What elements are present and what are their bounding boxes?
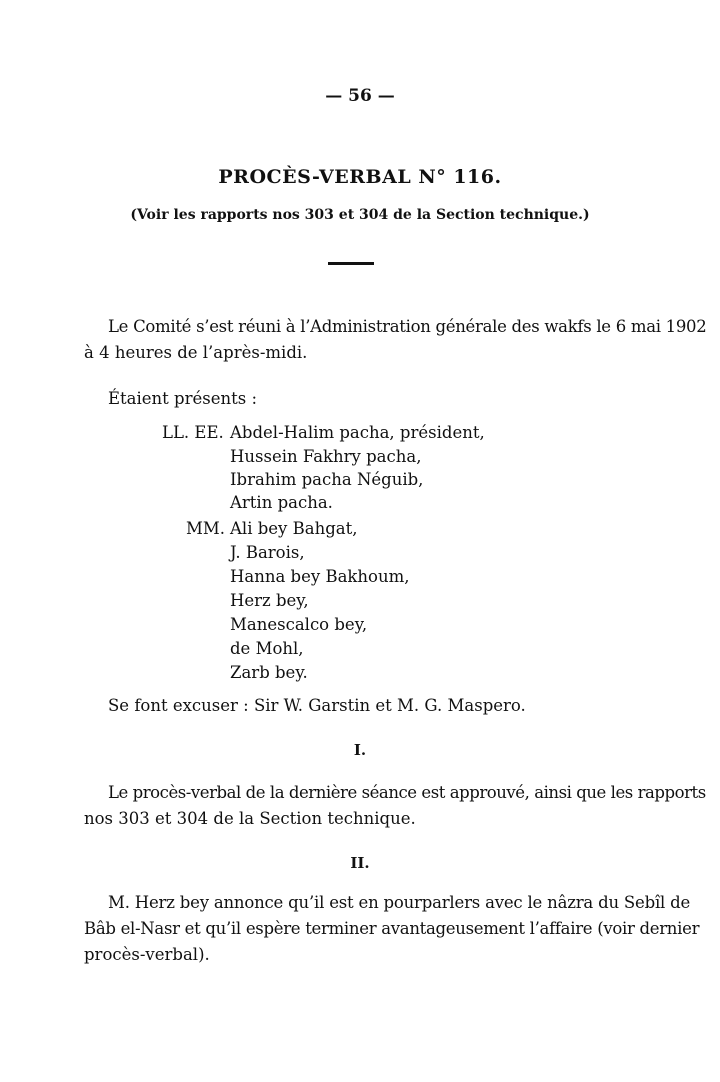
group-label-mm: MM. bbox=[186, 519, 226, 538]
page-title: PROCÈS-VERBAL N° 116. bbox=[218, 166, 502, 188]
divider-rule bbox=[328, 262, 374, 265]
member-name: Hussein Fakhry pacha, bbox=[230, 447, 422, 466]
group-label-ll-ee: LL. EE. bbox=[162, 423, 224, 442]
present-heading: Étaient présents : bbox=[108, 389, 258, 408]
section-paragraph bbox=[84, 890, 700, 968]
member-name: Artin pacha. bbox=[230, 493, 333, 512]
member-name: Ali bey Bahgat, bbox=[230, 519, 358, 538]
member-name: Herz bey, bbox=[230, 591, 309, 610]
subtitle: (Voir les rapports nos 303 et 304 de la Section technique.) bbox=[130, 207, 590, 223]
section-line: procès-verbal). bbox=[84, 945, 210, 964]
section-numeral: II. bbox=[350, 854, 370, 872]
section-line: Bâb el-Nasr et qu’il espère terminer avantageusement l’affaire (voir dernier bbox=[84, 919, 700, 938]
member-name: Zarb bey. bbox=[230, 663, 308, 682]
intro-line: à 4 heures de l’après-midi. bbox=[84, 343, 308, 362]
member-name: Manescalco bey, bbox=[230, 615, 368, 634]
page-number: — 56 — bbox=[325, 86, 395, 106]
member-name: Abdel-Halim pacha, président, bbox=[230, 423, 485, 442]
member-name: de Mohl, bbox=[230, 639, 304, 658]
section-numeral: I. bbox=[353, 741, 367, 759]
section-line: M. Herz bey annonce qu’il est en pourparlers avec le nâzra du Sebîl de bbox=[108, 893, 691, 912]
member-name: J. Barois, bbox=[230, 543, 305, 562]
section-line: nos 303 et 304 de la Section technique. bbox=[84, 809, 416, 828]
member-name: Hanna bey Bakhoum, bbox=[230, 567, 410, 586]
section-paragraph bbox=[84, 780, 706, 832]
intro-line: Le Comité s’est réuni à l’Administration générale des wakfs le 6 mai 1902 bbox=[108, 317, 707, 336]
section-line: Le procès-verbal de la dernière séance est approuvé, ainsi que les rapports bbox=[108, 783, 706, 802]
intro-paragraph bbox=[84, 314, 707, 366]
member-name: Ibrahim pacha Néguib, bbox=[230, 470, 424, 489]
excused-line: Se font excuser : Sir W. Garstin et M. G. Maspero. bbox=[108, 696, 526, 715]
